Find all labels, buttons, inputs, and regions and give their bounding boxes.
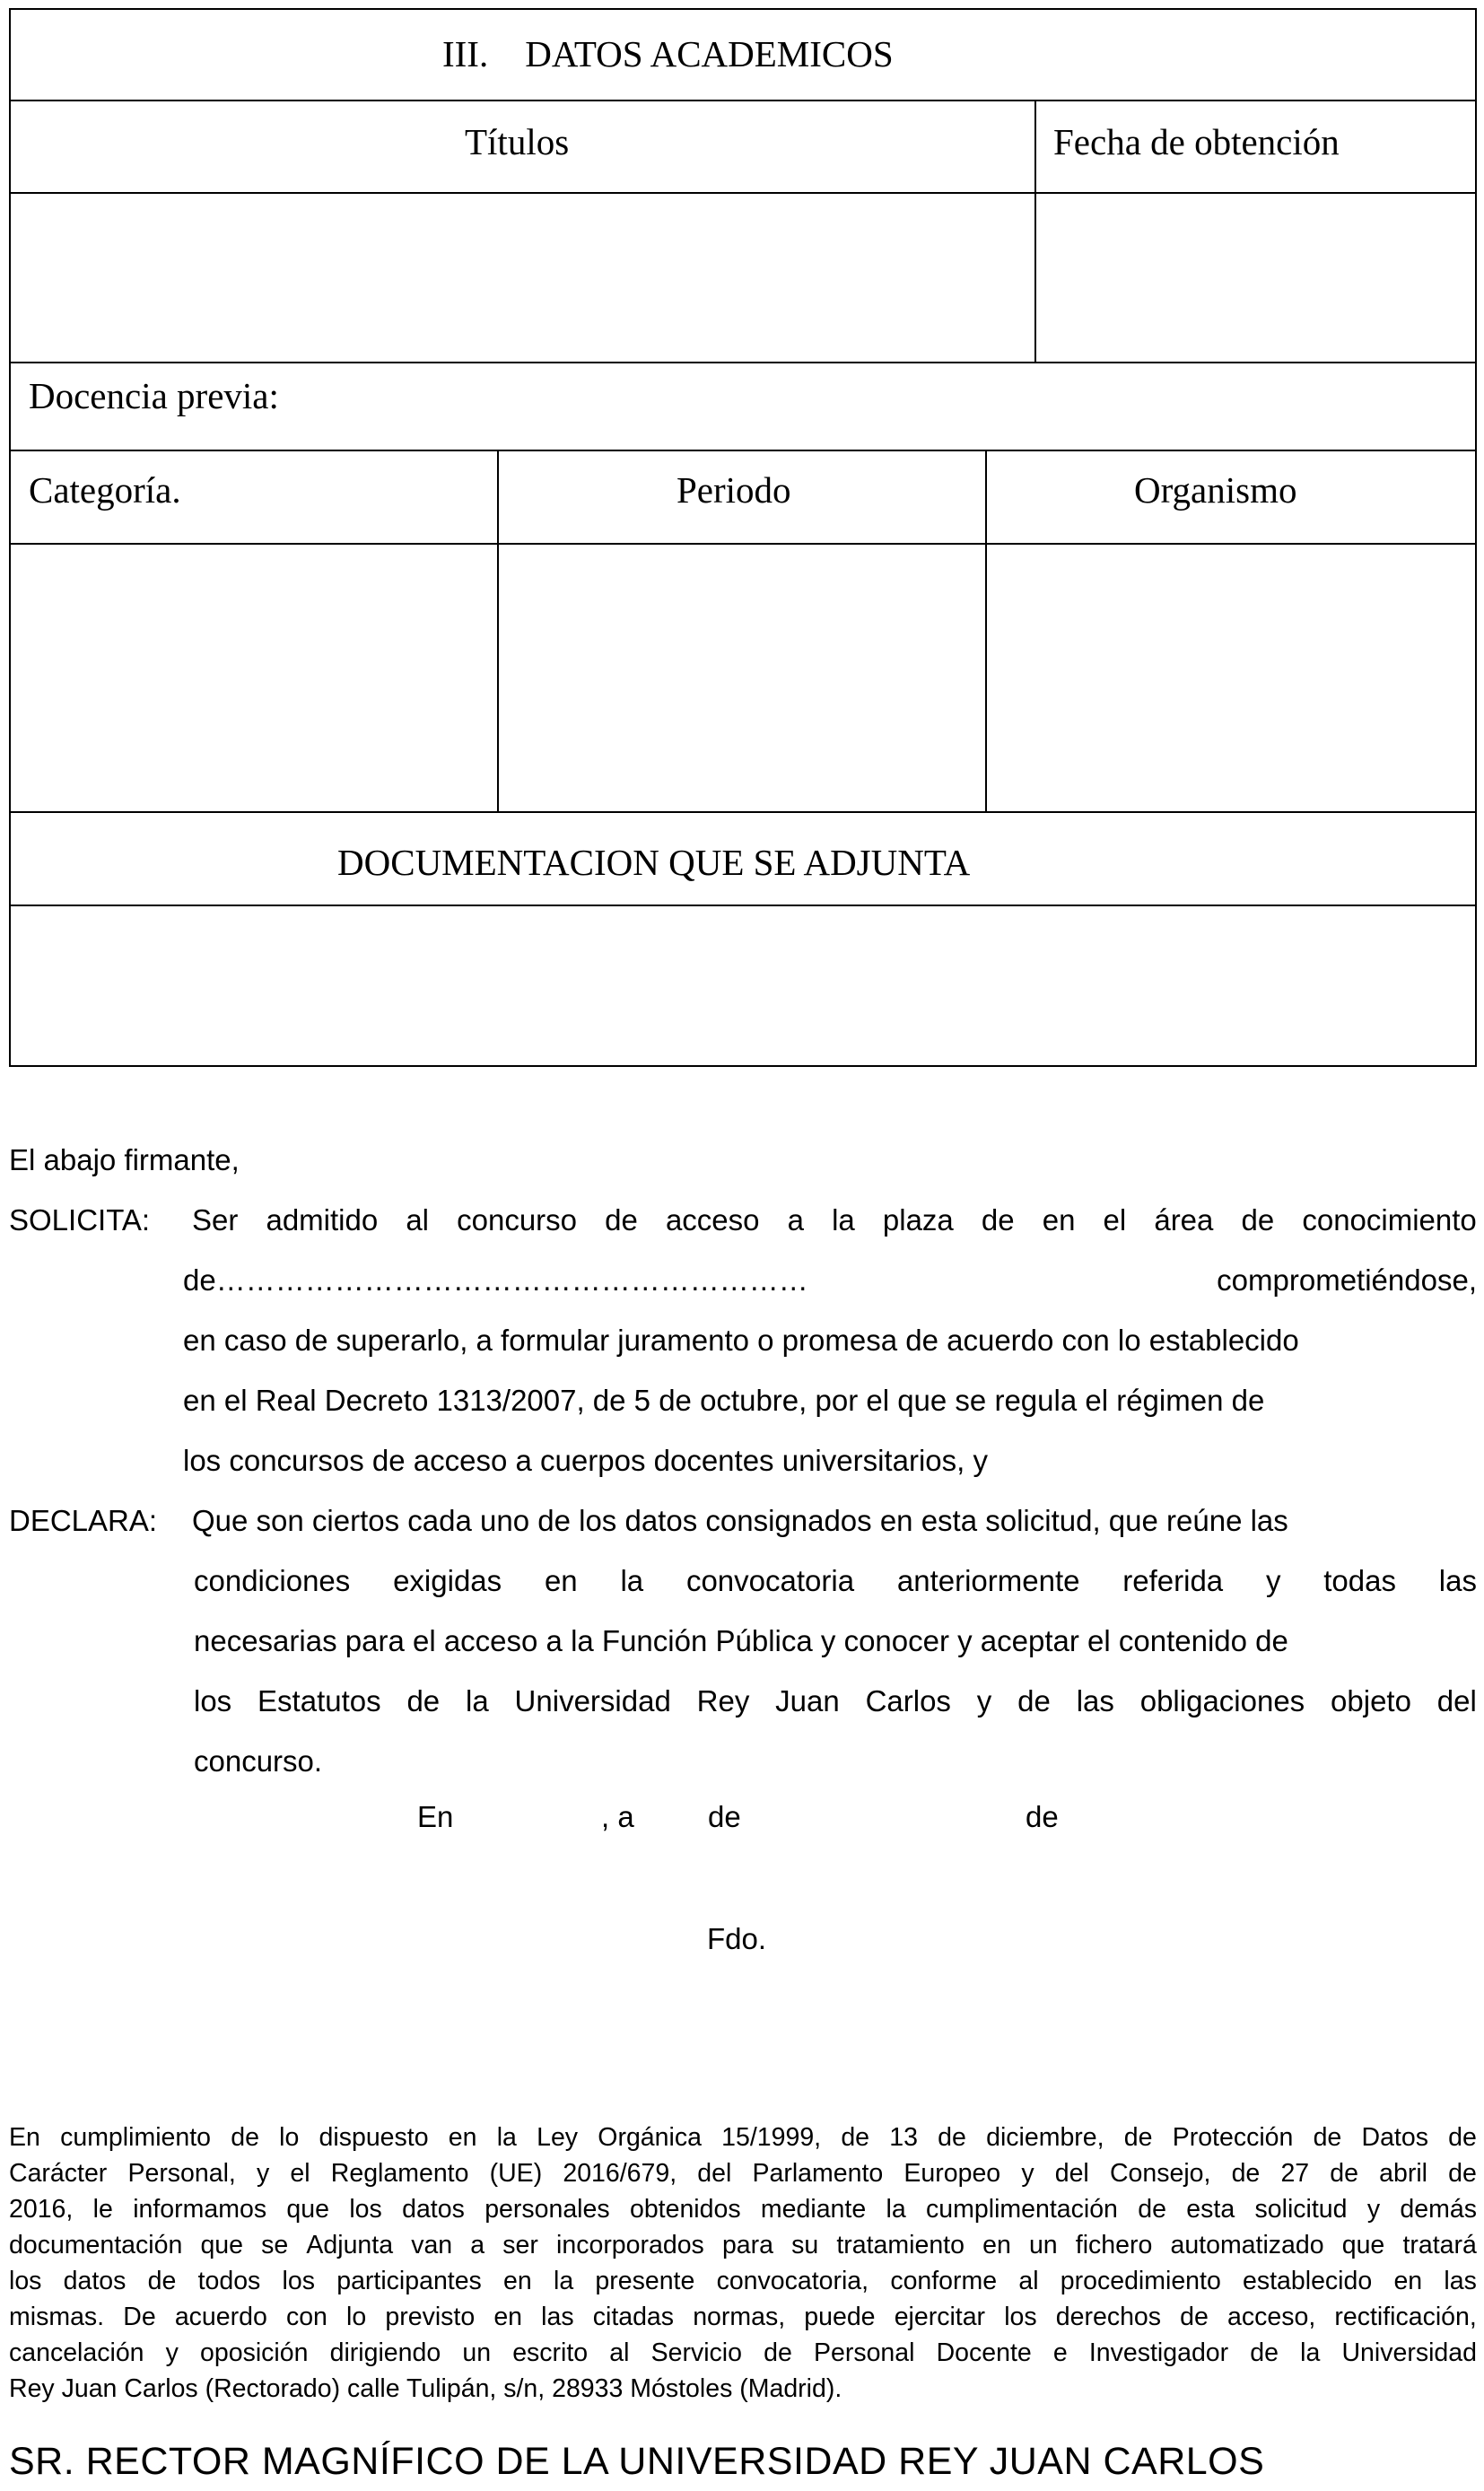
privacy-line: Rey Juan Carlos (Rectorado) calle Tulipán, s/n, 28933 Móstoles (Madrid). — [9, 2374, 842, 2403]
word: de — [1241, 1203, 1275, 1237]
word: automatizado — [1170, 2231, 1324, 2259]
word: del — [697, 2159, 732, 2188]
word: cancelación — [9, 2338, 144, 2367]
declara-line-5: concurso. — [194, 1744, 323, 1778]
word: de — [147, 2267, 177, 2295]
place-de-1: de — [708, 1800, 741, 1833]
word: tratará — [1402, 2231, 1477, 2259]
word: y — [1021, 2159, 1034, 2188]
word: Investigador — [1088, 2338, 1229, 2367]
word: abril — [1379, 2159, 1428, 2188]
word: Servicio — [650, 2338, 742, 2367]
word: todas — [1323, 1564, 1396, 1597]
word: de — [1138, 2195, 1166, 2224]
categoria-header: Categoría. — [29, 469, 181, 511]
word: la — [1300, 2338, 1321, 2367]
word: área — [1154, 1203, 1214, 1237]
word: de — [1250, 2338, 1279, 2367]
word: previsto — [385, 2303, 476, 2331]
word: derechos — [1055, 2303, 1162, 2331]
word: al — [1018, 2267, 1039, 2295]
word: documentación — [9, 2231, 183, 2259]
word: Ser — [192, 1203, 239, 1237]
word: lo — [279, 2123, 300, 2152]
privacy-line — [9, 2299, 1477, 2335]
word: (UE) — [489, 2159, 543, 2188]
privacy-line — [9, 2120, 1477, 2155]
word: concurso — [457, 1203, 578, 1237]
word: 13 — [889, 2123, 918, 2152]
privacy-line — [9, 2155, 1477, 2191]
word: mismas. — [9, 2303, 105, 2331]
word: se — [261, 2231, 289, 2259]
word: en — [544, 1564, 578, 1597]
documentacion-header: DOCUMENTACION QUE SE ADJUNTA — [337, 842, 971, 883]
section-title: III. DATOS ACADEMICOS — [442, 33, 894, 74]
word: la — [496, 2123, 517, 2152]
column-divider — [1034, 100, 1036, 362]
word: anteriormente — [896, 1564, 1080, 1597]
word: la — [466, 1684, 489, 1717]
word: el — [290, 2159, 310, 2188]
word: e — [1052, 2338, 1068, 2367]
word: convocatoria, — [716, 2267, 869, 2295]
word: van — [411, 2231, 453, 2259]
solicita-line-4: en el Real Decreto 1313/2007, de 5 de octubre, por el que se regula el régimen de — [183, 1384, 1265, 1417]
privacy-line — [9, 2191, 1477, 2227]
word: obligaciones — [1139, 1684, 1305, 1717]
word: con — [285, 2303, 327, 2331]
word: tratamiento — [836, 2231, 965, 2259]
word: admitido — [266, 1203, 379, 1237]
word: su — [791, 2231, 819, 2259]
word: Rey — [696, 1684, 750, 1717]
word: citadas — [592, 2303, 675, 2331]
word: los — [349, 2195, 382, 2224]
word: ser — [502, 2231, 538, 2259]
word: acceso, — [1227, 2303, 1316, 2331]
solicita-label: SOLICITA: — [9, 1203, 151, 1237]
word: conforme — [890, 2267, 998, 2295]
word: plaza — [882, 1203, 954, 1237]
word: escrito — [512, 2338, 589, 2367]
dotted-blank: de…………………………………………………… — [183, 1263, 808, 1297]
word: y — [976, 1684, 992, 1717]
word: de — [1123, 2123, 1153, 2152]
word: incorporados — [556, 2231, 704, 2259]
fecha-obtencion-header: Fecha de obtención — [1053, 121, 1340, 162]
solicita-line-2: de…………………………………………………… comprometiéndose, — [183, 1263, 1477, 1297]
word: a — [787, 1203, 804, 1237]
word: oposición — [200, 2338, 309, 2367]
word: para — [721, 2231, 773, 2259]
word: datos — [402, 2195, 465, 2224]
word: la — [620, 1564, 644, 1597]
word: fichero — [1075, 2231, 1153, 2259]
word: el — [1103, 1203, 1127, 1237]
word: convocatoria — [685, 1564, 855, 1597]
row-divider — [11, 811, 1475, 813]
word: los — [1004, 2303, 1037, 2331]
word: en — [1393, 2267, 1423, 2295]
word: y — [1265, 1564, 1281, 1597]
word: a — [470, 2231, 485, 2259]
word: Reglamento — [330, 2159, 469, 2188]
word: rectificación, — [1334, 2303, 1477, 2331]
row-divider — [11, 100, 1475, 101]
word: Europeo — [903, 2159, 1001, 2188]
docencia-previa-label: Docencia previa: — [29, 375, 279, 416]
word: un — [1028, 2231, 1058, 2259]
word: las — [541, 2303, 574, 2331]
row-divider — [11, 543, 1475, 545]
declara-label: DECLARA: — [9, 1504, 158, 1537]
addressee: SR. RECTOR MAGNÍFICO DE LA UNIVERSIDAD REY JUAN CARLOS — [9, 2440, 1265, 2483]
word: obtenidos — [629, 2195, 741, 2224]
word: que — [1341, 2231, 1385, 2259]
word: acuerdo — [174, 2303, 267, 2331]
word: 2016, — [9, 2195, 74, 2224]
word: al — [406, 1203, 429, 1237]
word: de — [1448, 2123, 1477, 2152]
word: de — [841, 2123, 870, 2152]
word: los — [9, 2267, 42, 2295]
word: condiciones — [194, 1564, 351, 1597]
privacy-line — [9, 2263, 1477, 2299]
word: que — [200, 2231, 243, 2259]
intro-text: El abajo firmante, — [9, 1143, 240, 1176]
word: Consejo, — [1109, 2159, 1211, 2188]
word: Docente — [936, 2338, 1032, 2367]
word: acceso — [665, 1203, 760, 1237]
word: que — [286, 2195, 329, 2224]
word: esta — [1186, 2195, 1235, 2224]
word: ejercitar — [894, 2303, 986, 2331]
word: de — [764, 2338, 792, 2367]
word: en — [448, 2123, 477, 2152]
word: Personal, — [127, 2159, 236, 2188]
word: Universidad — [514, 1684, 671, 1717]
academic-data-table — [9, 8, 1477, 1067]
declara-line-1: Que son ciertos cada uno de los datos consignados en esta solicitud, que reúne las — [192, 1504, 1288, 1537]
privacy-line — [9, 2227, 1477, 2263]
word: de — [1313, 2123, 1342, 2152]
word: de — [1231, 2159, 1261, 2188]
word: objeto — [1331, 1684, 1411, 1717]
word: dispuesto — [319, 2123, 429, 2152]
word: 15/1999, — [721, 2123, 822, 2152]
word: las — [1076, 1684, 1114, 1717]
word: de — [1330, 2159, 1358, 2188]
word: los — [282, 2267, 315, 2295]
word: la — [832, 1203, 855, 1237]
word: de — [1448, 2159, 1477, 2188]
word: de — [231, 2123, 259, 2152]
word: cumplimentación — [926, 2195, 1118, 2224]
word: y — [257, 2159, 270, 2188]
word: de — [1180, 2303, 1209, 2331]
word: la — [886, 2195, 906, 2224]
word: diciembre, — [986, 2123, 1104, 2152]
row-divider — [11, 450, 1475, 451]
word: al — [609, 2338, 630, 2367]
word: datos — [63, 2267, 127, 2295]
word: de — [406, 1684, 441, 1717]
row-divider — [11, 905, 1475, 906]
word: Parlamento — [752, 2159, 884, 2188]
word: 2016/679, — [563, 2159, 677, 2188]
word: lo — [346, 2303, 367, 2331]
word: demás — [1400, 2195, 1477, 2224]
word: le — [92, 2195, 113, 2224]
word: procedimiento — [1060, 2267, 1221, 2295]
word: dirigiendo — [329, 2338, 441, 2367]
declara-line-3: necesarias para el acceso a la Función Pública y conocer y aceptar el contenido de — [194, 1624, 1288, 1657]
organismo-header: Organismo — [1134, 469, 1297, 511]
word: las — [1438, 1564, 1477, 1597]
word: establecido — [1243, 2267, 1373, 2295]
solicita-line-1 — [192, 1205, 1477, 1235]
word: informamos — [133, 2195, 267, 2224]
word: Estatutos — [258, 1684, 381, 1717]
word: De — [123, 2303, 156, 2331]
word: 27 — [1280, 2159, 1310, 2188]
word: Datos — [1361, 2123, 1428, 2152]
declara-line-4 — [194, 1686, 1477, 1716]
word: personales — [484, 2195, 610, 2224]
word: los — [194, 1684, 232, 1717]
word: presente — [595, 2267, 695, 2295]
word: normas, — [693, 2303, 786, 2331]
word: en — [1042, 1203, 1076, 1237]
place-a: , a — [601, 1800, 634, 1833]
word: Protección — [1172, 2123, 1294, 2152]
word: participantes — [336, 2267, 482, 2295]
word: un — [462, 2338, 492, 2367]
word: de — [605, 1203, 638, 1237]
privacy-line — [9, 2335, 1477, 2371]
word: del — [1054, 2159, 1089, 2188]
row-divider — [11, 192, 1475, 194]
privacy-notice — [9, 2120, 1477, 2407]
column-divider — [497, 450, 499, 811]
declara-line-2 — [194, 1566, 1477, 1595]
periodo-header: Periodo — [677, 469, 791, 511]
word: Adjunta — [306, 2231, 394, 2259]
word: Personal — [813, 2338, 915, 2367]
word: en — [503, 2267, 532, 2295]
titulos-header: Títulos — [465, 121, 570, 162]
word: Ley — [537, 2123, 579, 2152]
word: de — [1017, 1684, 1051, 1717]
column-divider — [985, 450, 987, 811]
word: puede — [804, 2303, 876, 2331]
solicita-line-3: en caso de superarlo, a formular juramento o promesa de acuerdo con lo establecido — [183, 1324, 1299, 1357]
word: las — [1444, 2267, 1477, 2295]
word: En — [9, 2123, 40, 2152]
word: conocimiento — [1302, 1203, 1477, 1237]
word: Orgánica — [598, 2123, 702, 2152]
word: solicitud — [1254, 2195, 1348, 2224]
word: de — [981, 1203, 1015, 1237]
word: cumplimiento — [60, 2123, 211, 2152]
row-divider — [11, 362, 1475, 363]
word: exigidas — [393, 1564, 502, 1597]
solicita-line-5: los concursos de acceso a cuerpos docentes universitarios, y — [183, 1444, 988, 1477]
word: referida — [1122, 1564, 1224, 1597]
signature-label: Fdo. — [707, 1922, 767, 1955]
word: en — [982, 2231, 1011, 2259]
word: Universidad — [1341, 2338, 1477, 2367]
word: todos — [197, 2267, 261, 2295]
word: en — [493, 2303, 523, 2331]
word: del — [1436, 1684, 1477, 1717]
word: y — [1366, 2195, 1381, 2224]
word: Juan — [775, 1684, 840, 1717]
word: mediante — [760, 2195, 867, 2224]
word: Carácter — [9, 2159, 108, 2188]
word: de — [938, 2123, 966, 2152]
word: y — [165, 2338, 179, 2367]
place-en: En — [417, 1800, 454, 1833]
word: la — [553, 2267, 574, 2295]
place-de-2: de — [1026, 1800, 1059, 1833]
word: Carlos — [865, 1684, 951, 1717]
